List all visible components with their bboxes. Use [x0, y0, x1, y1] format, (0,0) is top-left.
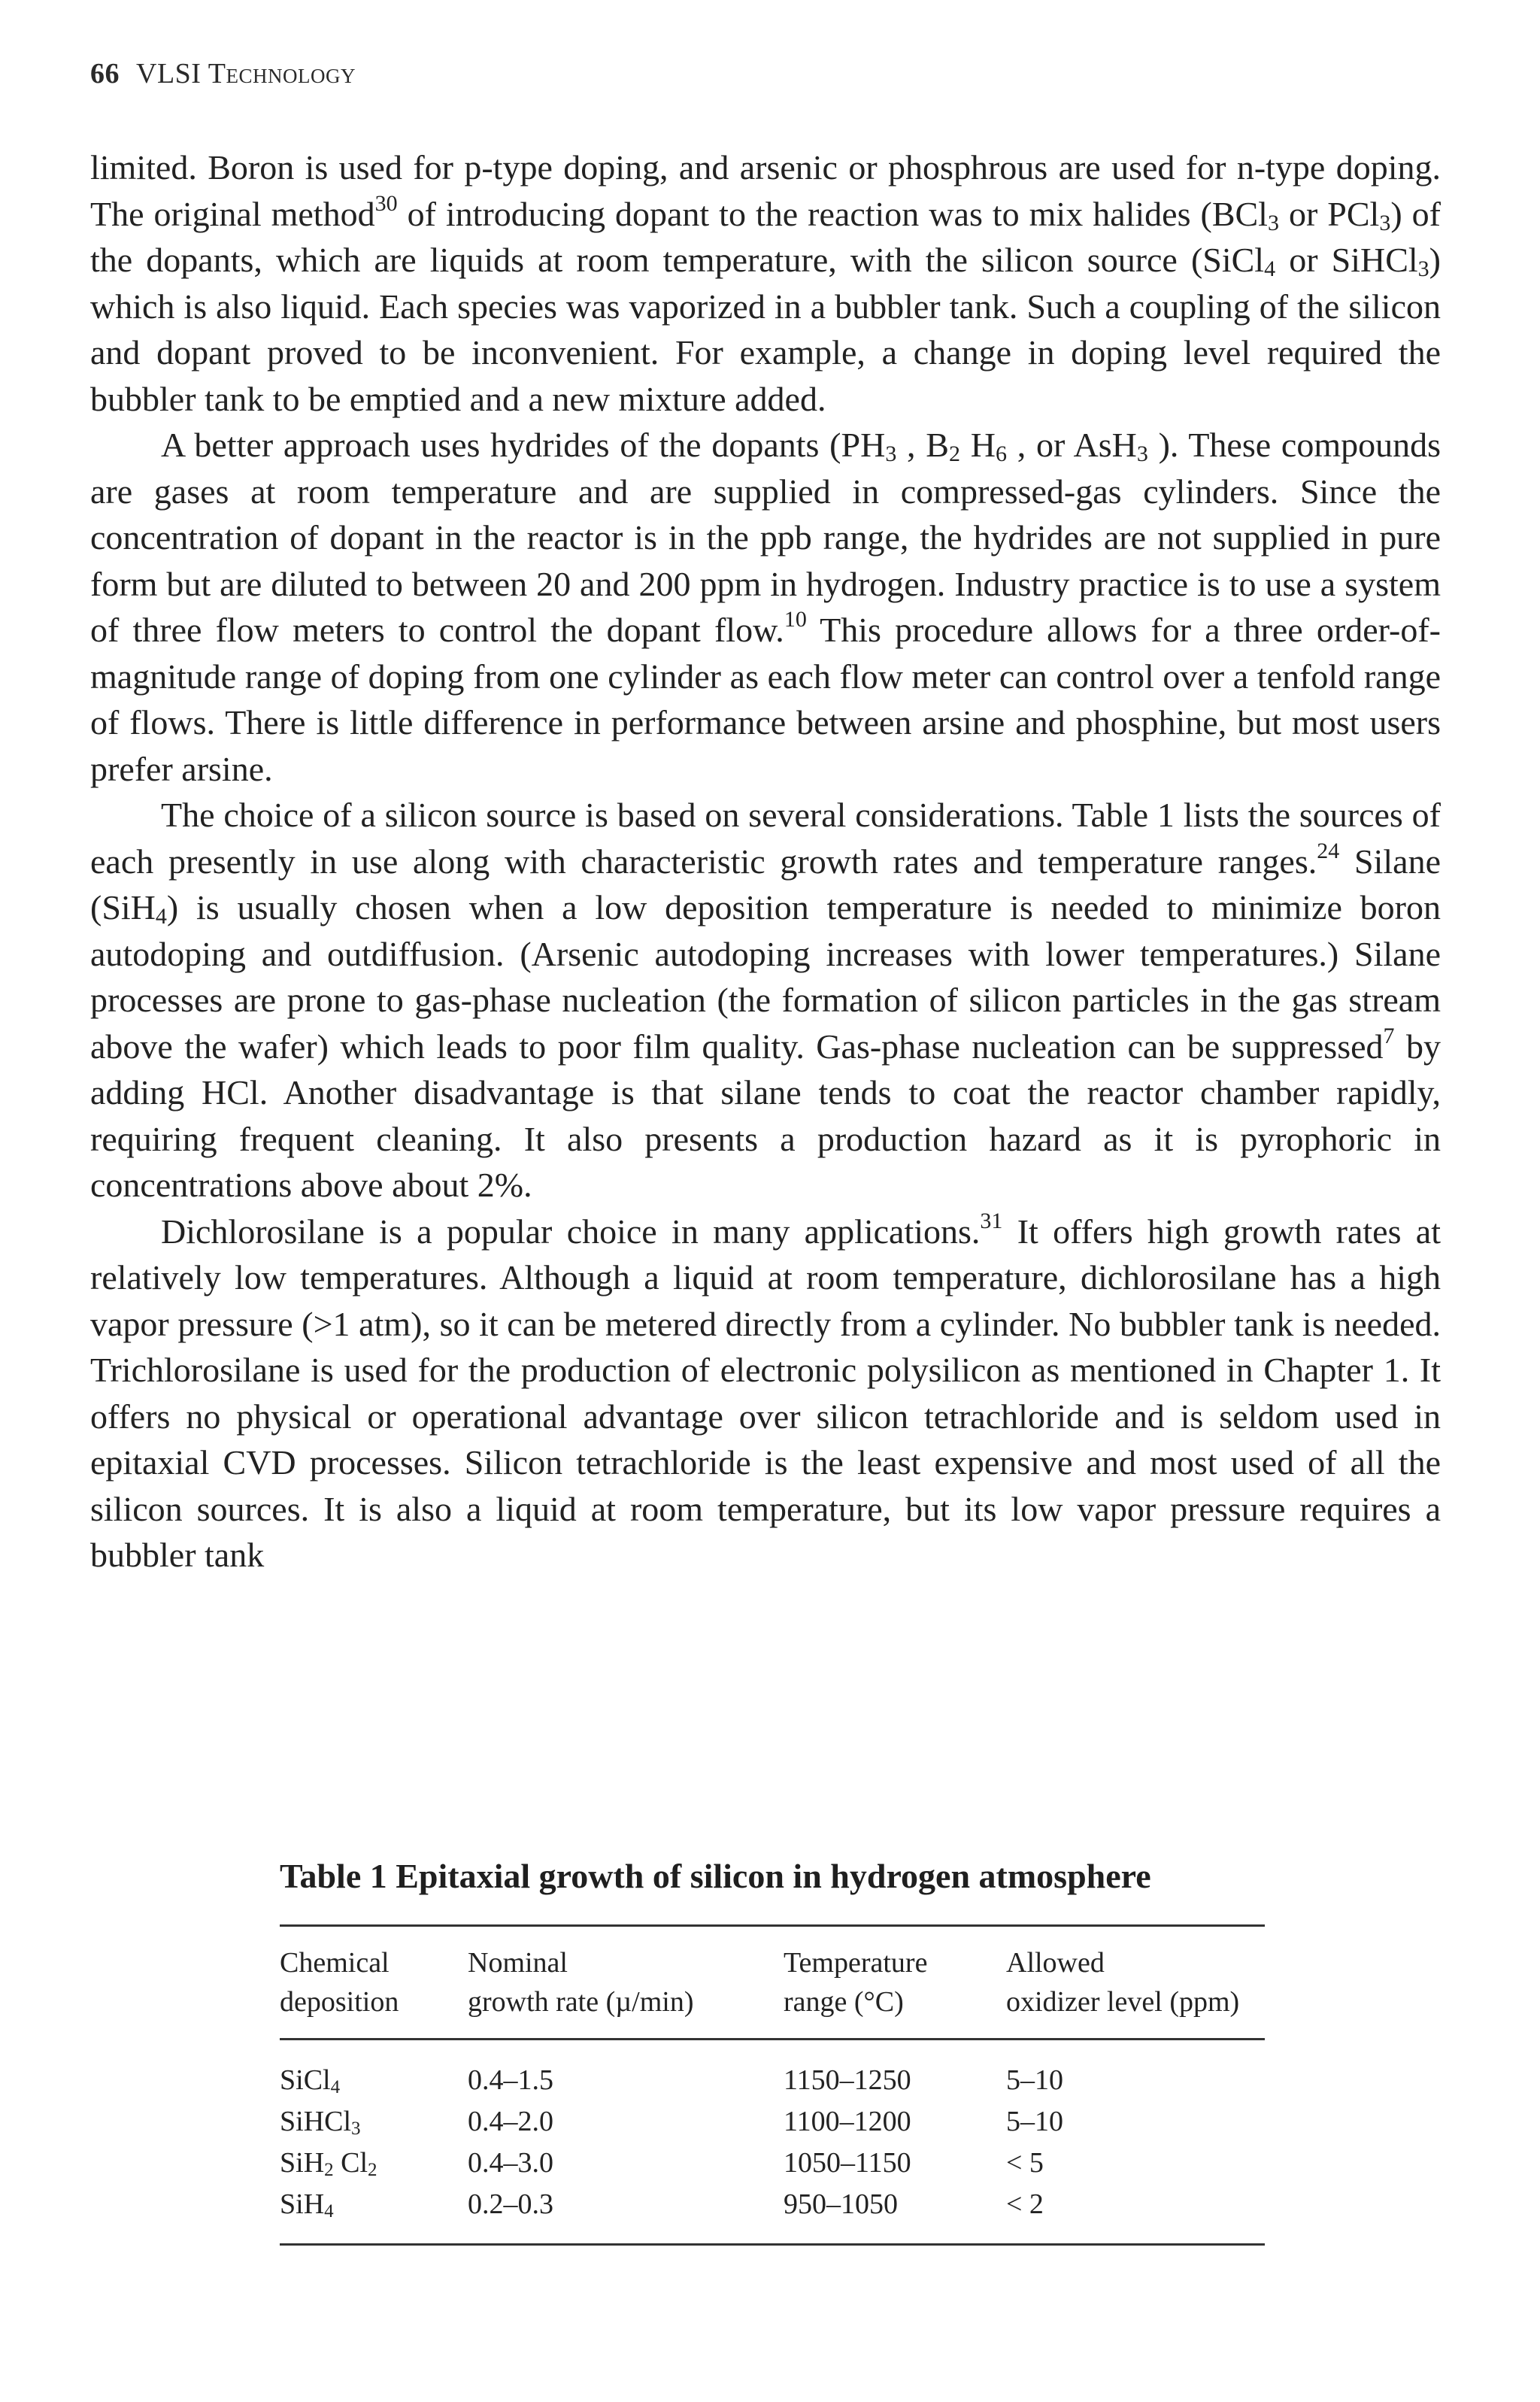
column-header-chemical: Chemical deposition: [280, 1947, 399, 2018]
paragraph-1: limited. Boron is used for p-type doping, and arsenic or phosphrous are used for n-type doping. The original method$^{30}$ of introducing dopant to the reaction was to mix halides (BCl$_3$ or PCl$_3$) of the dopants, which are liquids at room temperature, with the silicon source (SiCl$_4$ or SiHCl$_3$) which is also liquid. Each species was vaporized in a bubbler tank. Such a coupling of the silicon and dopant proved to be inconvenient. For example, a change in doping level required the bubbler tank to be emptied and a new mixture added.: [90, 148, 1441, 418]
cell-growth-rate: 0.2–0.3: [468, 2188, 553, 2220]
table-body: [280, 2040, 1265, 2243]
table-row: [280, 2143, 1265, 2184]
table-1: [280, 1856, 1265, 2246]
paragraph-2: A better approach uses hydrides of the dopants ($PH_3$ , $B_2$ $H_6$ , or AsH$_3$ ). These compounds are gases at room temperature and are supplied in compressed-gas cylinders. Since the concentration of dopant in the reactor is in the ppb range, the hydrides are not supplied in pure form but are diluted to between 20 and 200 ppm in hydrogen. Industry practice is to use a system of three flow meters to control the dopant flow.$^{10}$ This procedure allows for a three order-of-magnitude range of doping from one cylinder as each flow meter can control over a tenfold range of flows. There is little difference in performance between arsine and phosphine, but most users prefer arsine.: [90, 426, 1441, 788]
cell-temperature: 950–1050: [784, 2188, 898, 2220]
table-row: [280, 2184, 1265, 2225]
column-header-growth-rate: Nominal growth rate (µ/min): [468, 1947, 694, 2018]
cell-growth-rate: 0.4–3.0: [468, 2147, 553, 2179]
running-title: VLSI Technology: [136, 58, 356, 89]
cell-chemical: SiH$_2$ $Cl_2$: [280, 2147, 377, 2180]
cell-chemical: SiHCl$_3$: [280, 2106, 361, 2139]
cell-oxidizer: < 2: [1006, 2188, 1044, 2220]
paragraph-3: The choice of a silicon source is based on several considerations. Table 1 lists the sources of each presently in use along with characteristic growth rates and temperature ranges.$^{24}$ Silane (SiH$_4$) is usually chosen when a low deposition temperature is needed to minimize boron autodoping and outdiffusion. (Arsenic autodoping increases with lower temperatures.) Silane processes are prone to gas-phase nucleation (the formation of silicon particles in the gas stream above the wafer) which leads to poor film quality. Gas-phase nucleation can be suppressed$^7$ by adding HCl. Another disadvantage is that silane tends to coat the reactor chamber rapidly, requiring frequent cleaning. It also presents a production hazard as it is pyrophoric in concentrations above about 2%.: [90, 796, 1441, 1204]
running-head: [90, 57, 356, 90]
table-bottom-rule: [280, 2243, 1265, 2246]
table-row: [280, 2101, 1265, 2143]
column-header-oxidizer: Allowed oxidizer level (ppm): [1006, 1947, 1240, 2018]
body-text: [90, 144, 1441, 1579]
cell-temperature: 1050–1150: [784, 2147, 911, 2179]
cell-growth-rate: 0.4–1.5: [468, 2064, 553, 2096]
page-number: 66: [90, 58, 120, 89]
table-row: [280, 2060, 1265, 2101]
cell-chemical: SiH$_4$: [280, 2188, 334, 2222]
table-header-row: [280, 1927, 1265, 2038]
cell-chemical: SiCl$_4$: [280, 2064, 341, 2097]
cell-oxidizer: < 5: [1006, 2147, 1044, 2179]
paragraph-4: Dichlorosilane is a popular choice in many applications.$^{31}$ It offers high growth rates at relatively low temperatures. Although a liquid at room temperature, dichlorosilane has a high vapor pressure (>1 atm), so it can be metered directly from a cylinder. No bubbler tank is needed. Trichlorosilane is used for the production of electronic polysilicon as mentioned in Chapter 1. It offers no physical or operational advantage over silicon tetrachloride and is seldom used in epitaxial CVD processes. Silicon tetrachloride is the least expensive and most used of all the silicon sources. It is also a liquid at room temperature, but its low vapor pressure requires a bubbler tank: [90, 1208, 1441, 1574]
cell-oxidizer: 5–10: [1006, 2064, 1063, 2096]
table-caption: Table 1 Epitaxial growth of silicon in hydrogen atmosphere: [280, 1857, 1151, 1895]
cell-growth-rate: 0.4–2.0: [468, 2106, 553, 2137]
cell-temperature: 1100–1200: [784, 2106, 911, 2137]
cell-temperature: 1150–1250: [784, 2064, 911, 2096]
column-header-temperature: Temperature range (°C): [784, 1947, 928, 2018]
cell-oxidizer: 5–10: [1006, 2106, 1063, 2137]
